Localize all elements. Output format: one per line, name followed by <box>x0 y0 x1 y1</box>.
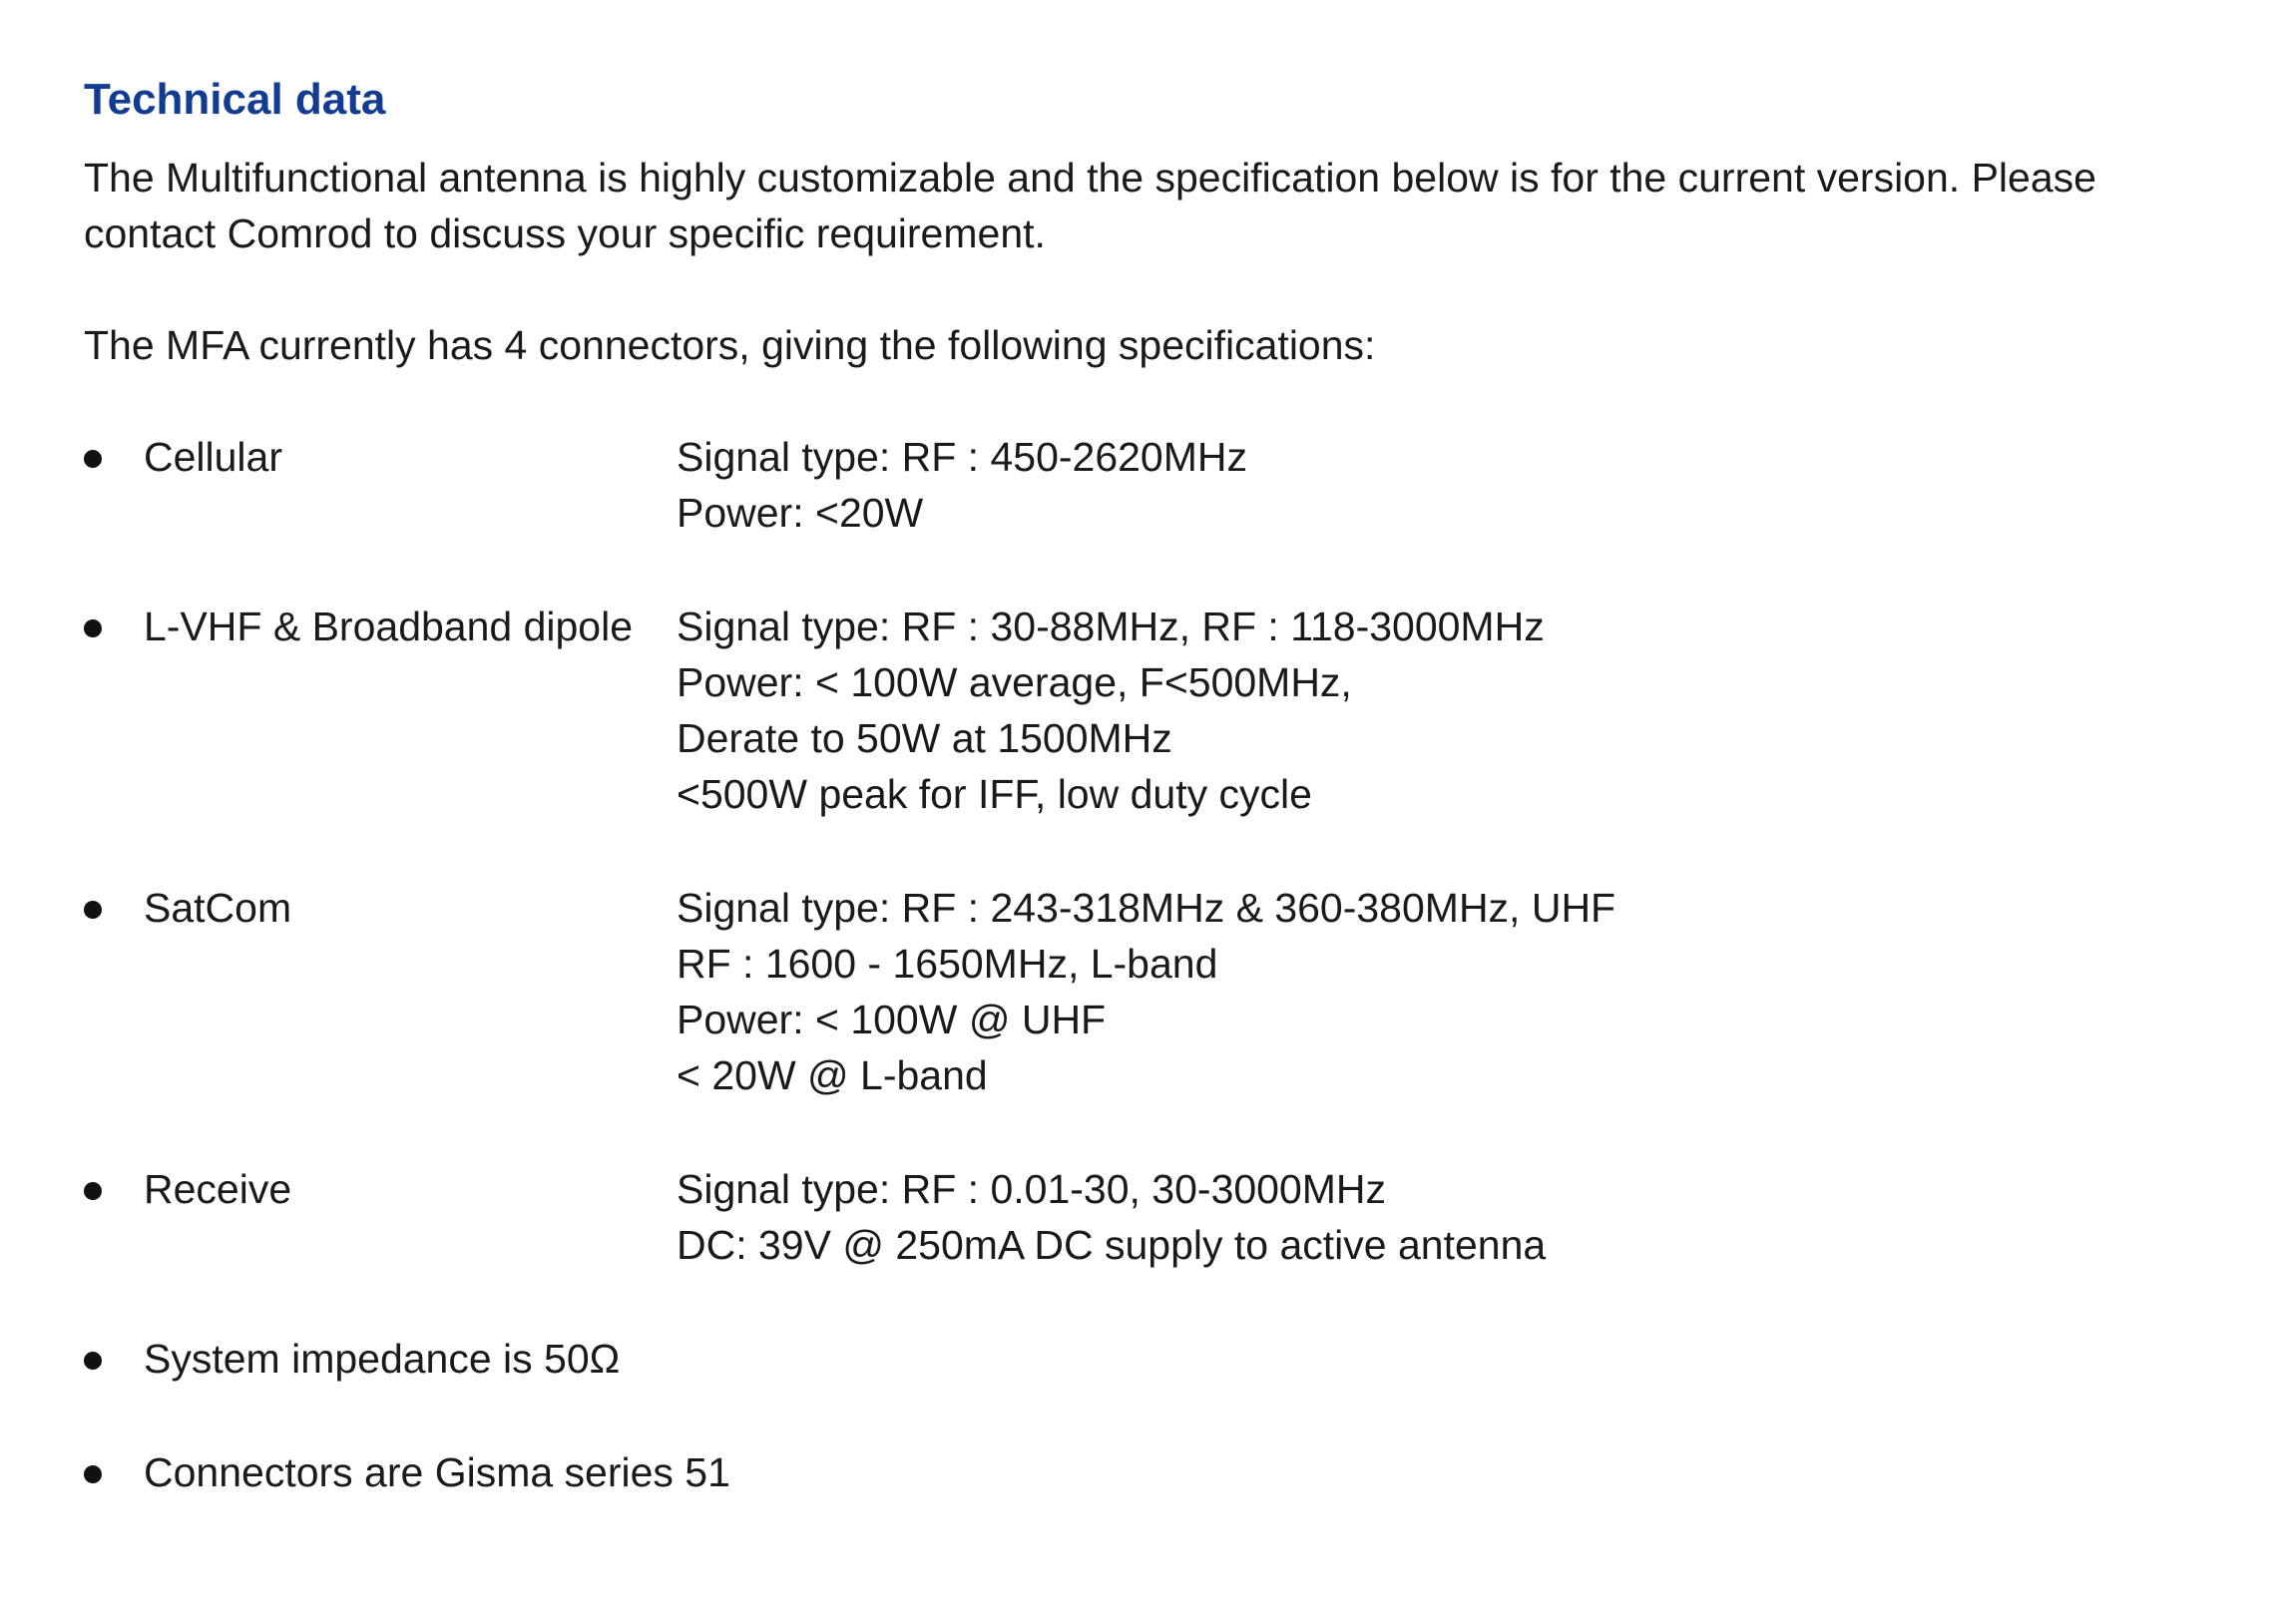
intro-line: contact Comrod to discuss your specific requirement. <box>84 210 1046 256</box>
spec-item-satcom <box>84 880 2219 1103</box>
spec-name: Connectors are Gisma series 51 <box>144 1449 730 1495</box>
spec-details <box>677 429 2219 541</box>
spec-name: Cellular <box>144 434 282 480</box>
spec-detail-line: Derate to 50W at 1500MHz <box>677 715 1172 761</box>
section-heading: Technical data <box>84 75 386 124</box>
spec-detail-line: RF : 1600 - 1650MHz, L-band <box>677 941 1218 987</box>
spec-item-l-vhf-broadband-dipole <box>84 599 2219 822</box>
spec-detail-line: Power: <20W <box>677 490 924 536</box>
spec-list <box>84 429 2219 1558</box>
spec-item-receive <box>84 1161 2219 1273</box>
spec-name: Receive <box>144 1166 292 1212</box>
spec-detail-line: Signal type: RF : 243-318MHz & 360-380MHz, UHF <box>677 885 1616 931</box>
spec-detail-line: Power: < 100W @ UHF <box>677 997 1107 1042</box>
spec-item-impedance <box>84 1331 2219 1387</box>
spec-detail-line: <500W peak for IFF, low duty cycle <box>677 771 1312 817</box>
spec-detail-line: DC: 39V @ 250mA DC supply to active antenna <box>677 1222 1547 1268</box>
spec-detail-line: Signal type: RF : 30-88MHz, RF : 118-3000MHz <box>677 604 1545 649</box>
spec-detail-line: Signal type: RF : 0.01-30, 30-3000MHz <box>677 1166 1387 1212</box>
spec-name: L-VHF & Broadband dipole <box>144 604 634 649</box>
spec-details <box>677 1161 2219 1273</box>
bullet-icon <box>84 1352 102 1370</box>
spec-item-connectors <box>84 1444 2219 1500</box>
spec-details <box>677 599 2219 822</box>
spec-name: System impedance is 50Ω <box>144 1336 621 1382</box>
bullet-icon <box>84 901 102 919</box>
spec-details <box>677 880 2219 1103</box>
intro-line: The Multifunctional antenna is highly customizable and the specification below is for the current version. Please <box>84 155 2096 201</box>
intro-paragraph <box>84 150 2219 261</box>
spec-detail-line: Signal type: RF : 450-2620MHz <box>677 434 1247 480</box>
bullet-icon <box>84 619 102 637</box>
bullet-icon <box>84 450 102 468</box>
spec-item-cellular <box>84 429 2219 541</box>
spec-detail-line: Power: < 100W average, F<500MHz, <box>677 659 1352 705</box>
bullet-icon <box>84 1182 102 1200</box>
spec-name: SatCom <box>144 885 292 931</box>
lead-paragraph: The MFA currently has 4 connectors, giving the following specifications: <box>84 322 1376 368</box>
bullet-icon <box>84 1465 102 1483</box>
spec-detail-line: < 20W @ L-band <box>677 1052 988 1098</box>
